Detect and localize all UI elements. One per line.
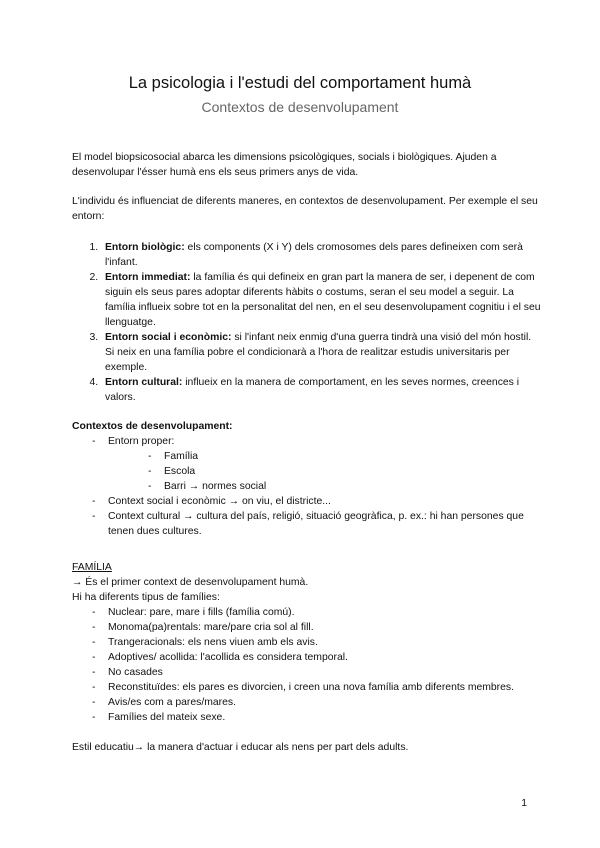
- context-proper: Entorn proper:: [108, 436, 175, 447]
- list-item: - Família: [148, 449, 542, 464]
- familia-line: Hi ha diferents tipus de famílies:: [72, 592, 220, 603]
- contexts-heading: Contextos de desenvolupament:: [72, 421, 233, 432]
- proper-sublist: [108, 449, 542, 494]
- entorn-term: Entorn cultural:: [105, 377, 183, 388]
- intro-paragraph-2: L'individu és influenciat de diferents maneres, en contextos de desenvolupament. Per exemple el seu entorn:: [72, 196, 538, 222]
- entorn-text: els components (X i Y) dels cromosomes dels pares defineixen com serà l'infant.: [105, 242, 523, 268]
- entorn-term: Entorn social i econòmic:: [105, 332, 232, 343]
- entorn-text: la família és qui defineix en gran part la manera de ser, i depenent de com siguin els seus pares adoptar diferents hàbits o costums, seran el seu model a seguir. La família influeix sobre tot en la personalitat del nen, en el seu desenvolupament cognitiu i el seu llenguatge.: [105, 272, 541, 328]
- familia-heading: FAMÍLIA: [72, 562, 112, 573]
- contexts-list: [72, 434, 542, 539]
- list-item: - Barri → normes social: [148, 479, 542, 494]
- familia-line: → És el primer context de desenvolupament humà.: [72, 577, 309, 588]
- list-item: - Nuclear: pare, mare i fills (família comú).: [92, 605, 542, 620]
- list-item: - Famílies del mateix sexe.: [92, 710, 542, 725]
- list-item: [101, 240, 542, 270]
- page-number: 1: [521, 798, 527, 809]
- document-body: [72, 150, 542, 755]
- list-item: - Avis/es com a pares/mares.: [92, 695, 542, 710]
- familia-types-list: [72, 605, 542, 725]
- entorn-text: influeix en la manera de comportament, en les seves normes, creences i valors.: [105, 377, 520, 403]
- intro-paragraph: El model biopsicosocial abarca les dimensions psicològiques, socials i biològiques. Ajuden a desenvolupar l'ésser humà ens els seus primers anys de vida.: [72, 152, 497, 178]
- document-title: La psicologia i l'estudi del comportament humà: [128, 74, 472, 92]
- list-item: [101, 375, 542, 405]
- list-item: - Reconstituïdes: els pares es divorcien, i creen una nova família amb diferents membres.: [92, 680, 542, 695]
- list-item: - No casades: [92, 665, 542, 680]
- entorns-list: [72, 240, 542, 405]
- list-item: - Monoma(pa)rentals: mare/pare cria sol al fill.: [92, 620, 542, 635]
- document-subtitle: Contextos de desenvolupament: [201, 99, 399, 115]
- list-item: [92, 434, 542, 494]
- list-item: - Adoptives/ acollida: l'acollida es considera temporal.: [92, 650, 542, 665]
- list-item: - Context cultural → cultura del país, religió, situació geogràfica, p. ex.: hi han persones que tenen dues cultures.: [92, 509, 542, 539]
- list-item: - Escola: [148, 464, 542, 479]
- entorn-term: Entorn immediat:: [105, 272, 191, 283]
- list-item: [101, 270, 542, 330]
- entorn-term: Entorn biològic:: [105, 242, 185, 253]
- estil-educatiu: Estil educatiu→ la manera d'actuar i educar als nens per part dels adults.: [72, 742, 409, 753]
- list-item: - Trangeracionals: els nens viuen amb els avis.: [92, 635, 542, 650]
- list-item: [101, 330, 542, 375]
- entorn-text: si l'infant neix enmig d'una guerra tindrà una visió del món hostil. Si neix en una família pobre el condicionarà a l'hora de realitzar estudis universitaris per exemple.: [105, 332, 532, 373]
- list-item: - Context social i econòmic → on viu, el districte...: [92, 494, 542, 509]
